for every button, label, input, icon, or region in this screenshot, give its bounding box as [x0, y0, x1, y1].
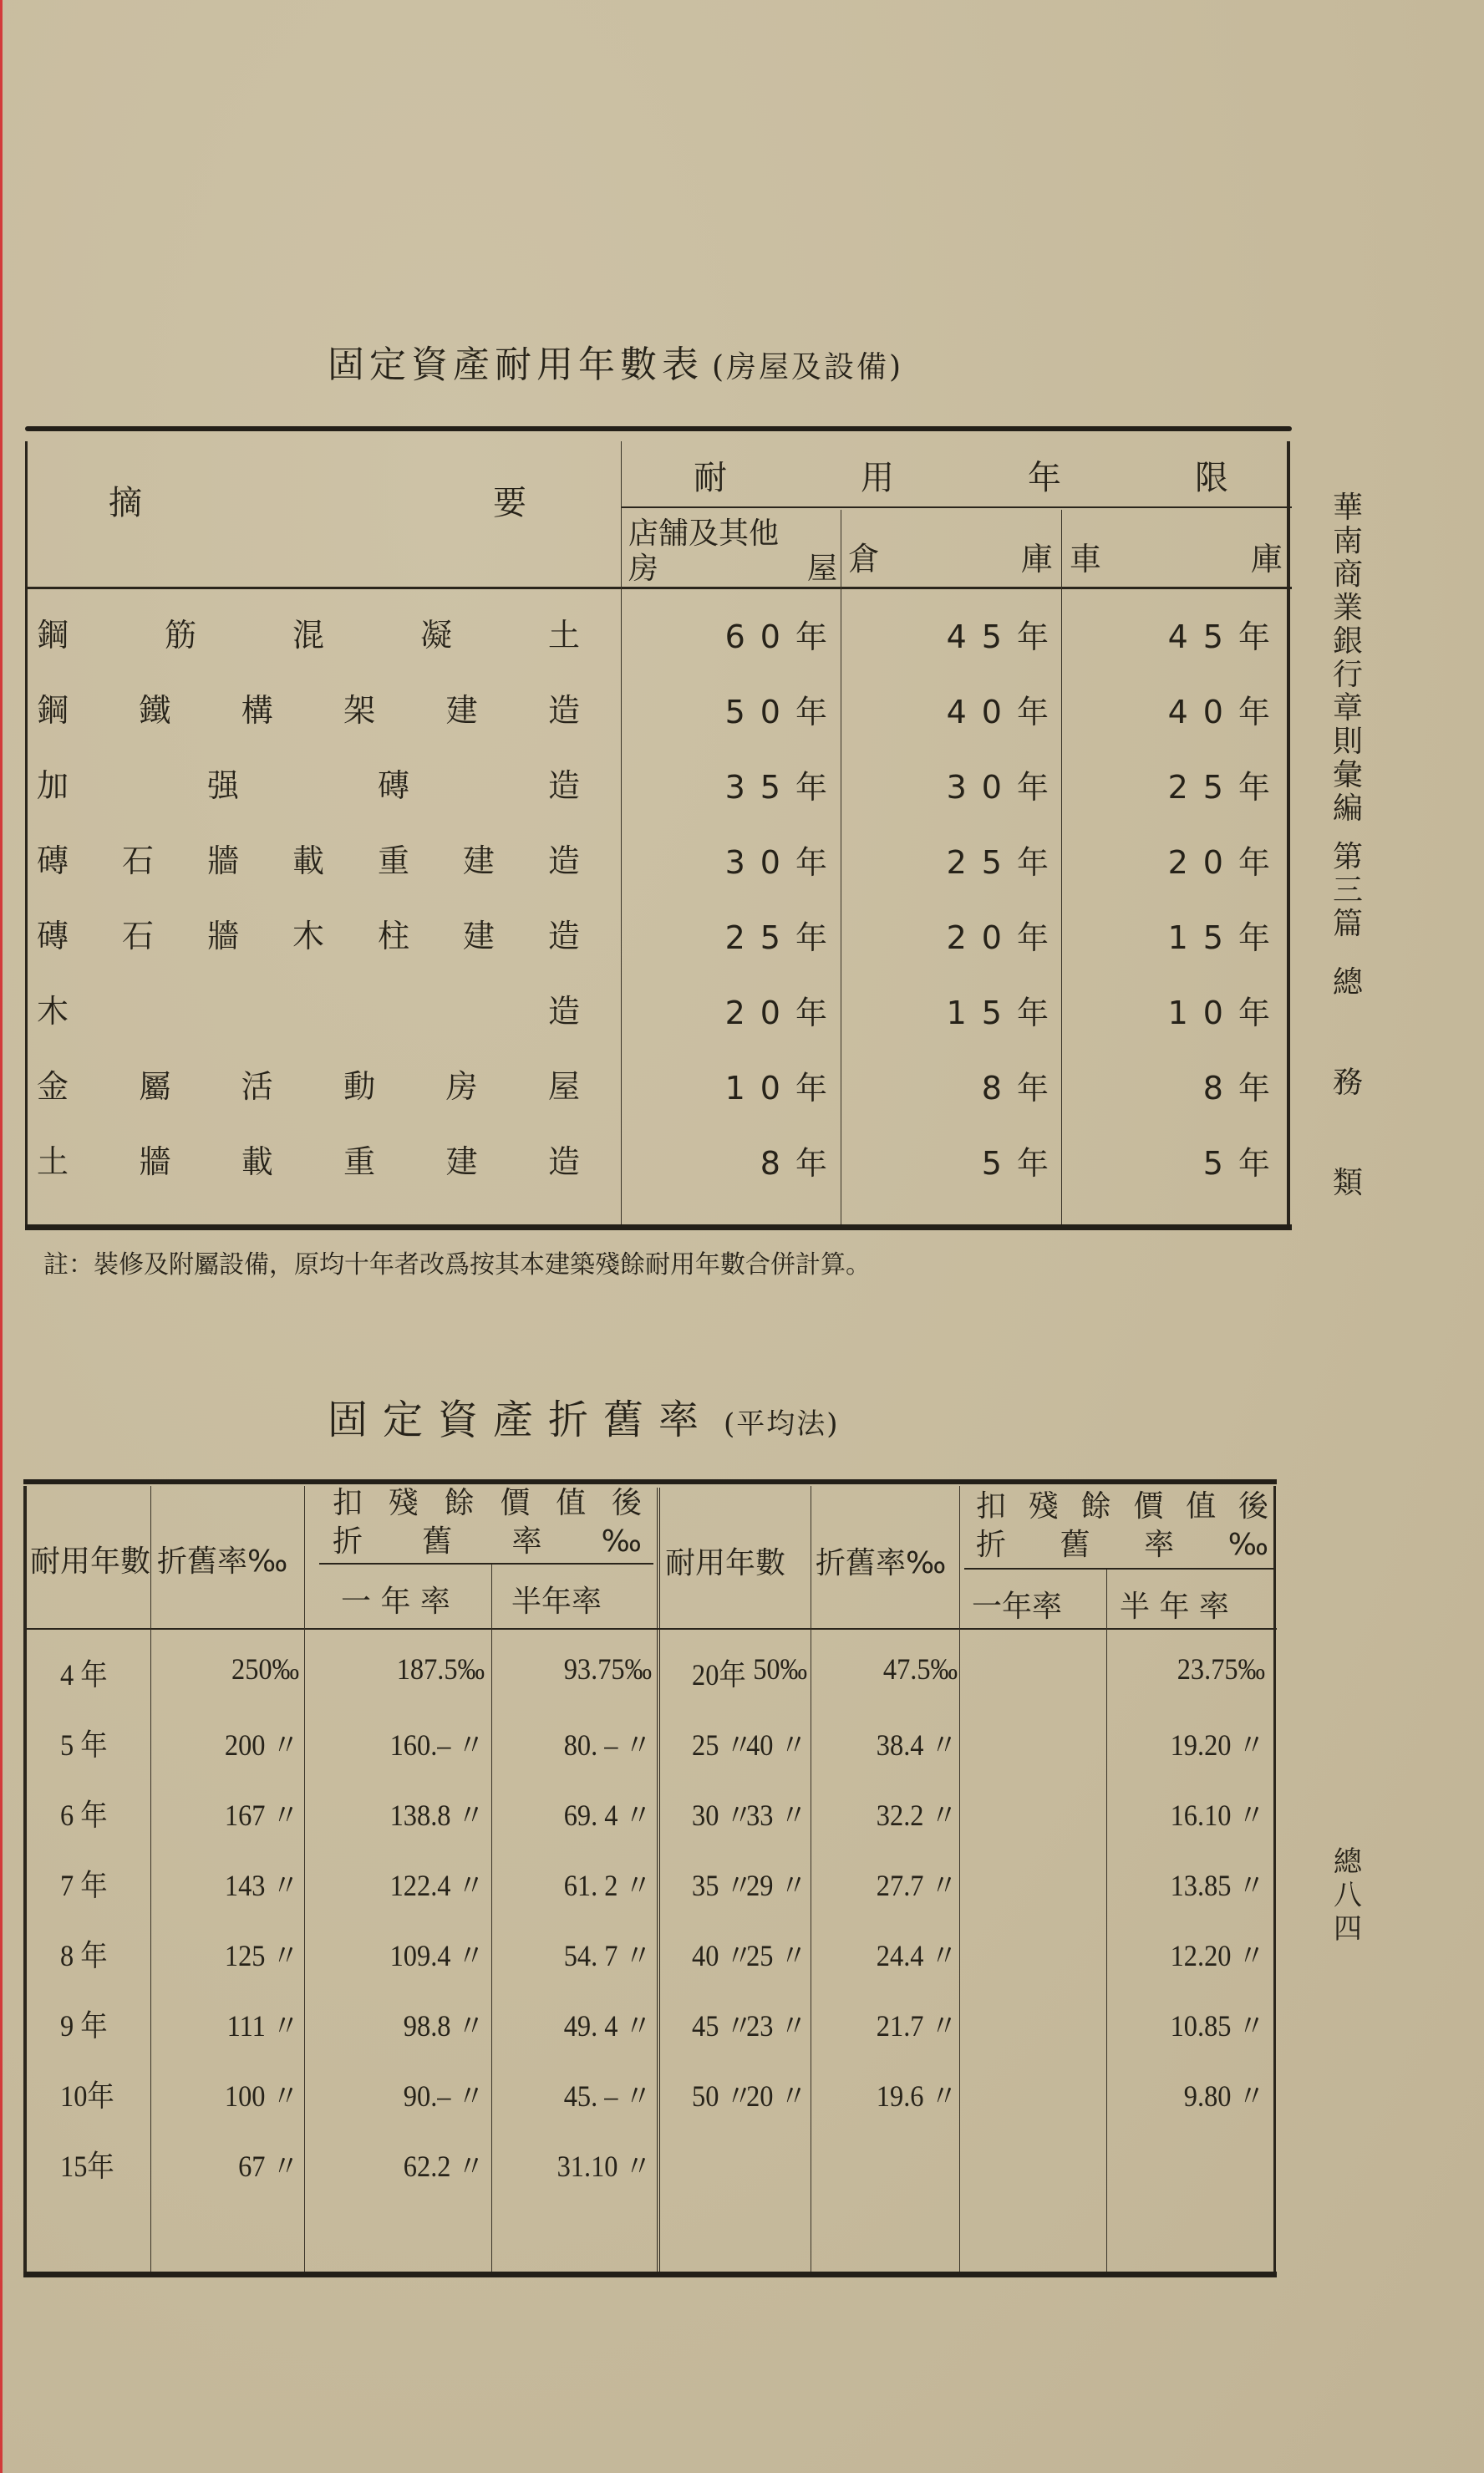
years-value: 20	[724, 995, 795, 1031]
rate-cell: 29 〃	[746, 1869, 807, 1902]
desc-char: 屬	[139, 1068, 171, 1105]
desc-char: 磚	[377, 767, 409, 804]
year-unit: 年	[1016, 1145, 1049, 1182]
year-unit: 年	[795, 1070, 827, 1107]
half-year-cell: 12.20 〃	[1170, 1939, 1265, 1972]
table1-subtitle: (房屋及設備)	[712, 350, 904, 384]
row-description	[37, 910, 580, 956]
annual-cell: 122.4 〃	[389, 1869, 485, 1902]
header-char: 庫	[1250, 541, 1283, 578]
years-value: 45	[1167, 618, 1238, 655]
years-value: 25	[724, 919, 795, 956]
year-unit: 年	[1238, 1145, 1270, 1182]
desc-char: 牆	[206, 842, 239, 879]
annual-cell: 47.5‰	[882, 1652, 958, 1686]
header-char: 價	[1133, 1489, 1164, 1524]
desc-char: 建	[445, 692, 478, 729]
table2-title	[328, 1387, 840, 1445]
desc-char: 土	[547, 617, 580, 654]
annual-cell: 187.5‰	[396, 1652, 485, 1686]
spacer	[1327, 1100, 1369, 1167]
years-cell: 35 〃	[692, 1869, 753, 1902]
half-year-cell: 61. 2 〃	[563, 1869, 652, 1902]
header-char: 庫	[1020, 541, 1053, 578]
table1-title	[328, 334, 903, 388]
table2-title-text: 固定資產折舊率	[328, 1397, 714, 1443]
years-value: 40	[946, 694, 1017, 730]
header-line: 店舗及其他	[628, 516, 780, 551]
desc-char: 加	[37, 767, 69, 804]
years-value: 50	[724, 694, 795, 730]
desc-char: 石	[121, 842, 154, 879]
header-char: 殘	[1028, 1489, 1059, 1524]
years-cell: 8 年	[60, 1939, 108, 1972]
depreciation-rate-table	[23, 1479, 1277, 2283]
years-cell: 9 年	[60, 2009, 108, 2043]
desc-char: 柱	[377, 918, 409, 954]
header-summary	[58, 476, 577, 524]
table-row	[25, 673, 1292, 748]
margin-red-line	[0, 0, 3, 2473]
table-rule	[964, 1568, 1273, 1570]
desc-char: 建	[445, 1143, 478, 1180]
header-char: 扣	[333, 1486, 363, 1520]
desc-char: 造	[547, 692, 580, 729]
spacer	[1327, 1000, 1369, 1066]
desc-char: 木	[37, 993, 69, 1030]
years-garage	[1070, 761, 1270, 807]
desc-char: 牆	[139, 1143, 171, 1180]
years-shops	[627, 1137, 827, 1183]
annual-cell: 24.4 〃	[876, 1939, 958, 1972]
rate-cell: 167 〃	[224, 1799, 299, 1832]
table-row	[23, 2068, 1277, 2138]
years-shops	[627, 686, 827, 732]
years-garage	[1070, 912, 1270, 958]
row-description	[37, 985, 580, 1031]
rate-cell: 125 〃	[224, 1939, 299, 1972]
table2-subtitle: (平均法)	[724, 1407, 840, 1441]
header-after-residual	[976, 1488, 1268, 1565]
years-warehouse	[848, 686, 1049, 732]
book-title-char: 彙	[1332, 758, 1363, 792]
years-value: 10	[724, 1070, 795, 1107]
years-cell: 6 年	[60, 1799, 108, 1832]
years-garage	[1070, 987, 1270, 1033]
desc-char: 造	[547, 918, 580, 954]
years-value: 25	[946, 844, 1017, 881]
book-title-char: 則	[1332, 725, 1363, 759]
years-value: 8	[1202, 1070, 1238, 1107]
years-shops	[627, 912, 827, 958]
desc-char: 房	[445, 1068, 478, 1105]
part-char: 篇	[1332, 907, 1363, 941]
table-rule	[25, 426, 1292, 431]
years-garage	[1070, 1062, 1270, 1108]
spacer	[1327, 826, 1369, 841]
years-value: 10	[1167, 995, 1238, 1031]
running-header	[1327, 491, 1369, 1200]
header-char: 折	[333, 1524, 363, 1559]
half-year-cell: 69. 4 〃	[563, 1799, 652, 1832]
year-unit: 年	[795, 919, 827, 956]
desc-char: 屋	[547, 1068, 580, 1105]
half-year-cell: 93.75‰	[563, 1652, 652, 1686]
header-char: 倉	[848, 541, 881, 578]
desc-char: 載	[241, 1143, 273, 1180]
desc-char: 造	[547, 767, 580, 804]
rate-cell: 143 〃	[224, 1869, 299, 1902]
rate-cell: 67 〃	[238, 2150, 299, 2183]
row-description	[37, 1136, 580, 1182]
half-year-cell: 19.20 〃	[1170, 1728, 1265, 1762]
table-rule	[621, 506, 1292, 508]
table1-body	[25, 598, 1292, 1199]
header-after-residual	[333, 1484, 642, 1561]
part-char: 第	[1332, 840, 1363, 874]
desc-char: 牆	[206, 918, 239, 954]
years-garage	[1070, 837, 1270, 883]
header-useful-years: 耐用年數	[30, 1544, 151, 1579]
year-unit: 年	[1016, 618, 1049, 655]
half-year-cell: 80. – 〃	[563, 1728, 652, 1762]
header-char: 房	[628, 552, 659, 586]
page-number	[1329, 1845, 1367, 1946]
years-cell: 30 〃	[692, 1799, 753, 1832]
header-char: 折	[976, 1528, 1007, 1562]
book-title-char: 南	[1332, 524, 1363, 558]
rate-cell: 20 〃	[746, 2079, 807, 2113]
header-char: 值	[1186, 1489, 1217, 1524]
table-row	[25, 974, 1292, 1049]
years-value: 8	[981, 1070, 1017, 1107]
years-warehouse	[848, 1062, 1049, 1108]
table-rule	[25, 1224, 1292, 1230]
row-description	[37, 1061, 580, 1107]
table-rule	[23, 1628, 1277, 1630]
header-char: 扣	[976, 1489, 1007, 1524]
desc-char: 磚	[37, 918, 69, 954]
header-warehouse	[848, 533, 1053, 579]
years-garage	[1070, 611, 1270, 657]
table-row	[23, 1857, 1277, 1927]
year-unit: 年	[1016, 919, 1049, 956]
desc-char: 重	[343, 1143, 376, 1180]
table-rule	[25, 587, 1292, 589]
row-description	[37, 609, 580, 655]
header-annual-rate: 一年率	[972, 1590, 1063, 1624]
header-char: 舊	[422, 1524, 453, 1559]
rate-cell: 200 〃	[224, 1728, 299, 1762]
header-garage	[1070, 533, 1283, 579]
table-row	[23, 1717, 1277, 1787]
rate-cell: 23 〃	[746, 2009, 807, 2043]
years-value: 25	[1167, 769, 1238, 806]
header-char: 車	[1070, 541, 1102, 578]
years-warehouse	[848, 611, 1049, 657]
annual-cell: 109.4 〃	[389, 1939, 485, 1972]
desc-char: 建	[462, 842, 495, 879]
annual-cell: 160.– 〃	[389, 1728, 485, 1762]
years-warehouse	[848, 987, 1049, 1033]
year-unit: 年	[1016, 1070, 1049, 1107]
header-half-year-rate: 半 年 率	[1120, 1590, 1229, 1624]
desc-char: 磚	[37, 842, 69, 879]
years-value: 15	[1167, 919, 1238, 956]
annual-cell: 138.8 〃	[389, 1799, 485, 1832]
desc-char: 動	[343, 1068, 376, 1105]
header-char: 率	[511, 1524, 542, 1559]
years-cell: 4 年	[60, 1658, 108, 1692]
desc-char: 凝	[419, 617, 452, 654]
table-row	[25, 748, 1292, 823]
year-unit: 年	[795, 1145, 827, 1182]
years-cell: 15年	[60, 2150, 114, 2183]
years-value: 40	[1167, 694, 1238, 730]
years-garage	[1070, 686, 1270, 732]
half-year-cell: 23.75‰	[1177, 1652, 1265, 1686]
year-unit: 年	[1238, 618, 1270, 655]
book-title-char: 華	[1332, 491, 1363, 525]
desc-char: 構	[241, 692, 273, 729]
year-unit: 年	[1238, 769, 1270, 806]
years-warehouse	[848, 761, 1049, 807]
header-char: 屋	[806, 552, 837, 586]
years-shops	[627, 987, 827, 1033]
header-char: 用	[861, 459, 894, 497]
years-value: 35	[724, 769, 795, 806]
row-description	[37, 684, 580, 730]
annual-cell: 21.7 〃	[876, 2009, 958, 2043]
years-shops	[627, 837, 827, 883]
table-row	[23, 1927, 1277, 1997]
year-unit: 年	[1016, 995, 1049, 1031]
header-char: 限	[1195, 459, 1228, 497]
header-half-year-rate: 半年率	[511, 1585, 602, 1619]
years-value: 15	[946, 995, 1017, 1031]
years-value: 30	[724, 844, 795, 881]
rate-cell: 25 〃	[746, 1939, 807, 1972]
table-row	[25, 598, 1292, 673]
book-title-char: 業	[1332, 591, 1363, 625]
years-value: 8	[760, 1145, 795, 1182]
rate-cell: 40 〃	[746, 1728, 807, 1762]
desc-char: 石	[121, 918, 154, 954]
header-useful-life	[643, 451, 1278, 499]
years-cell: 40 〃	[692, 1939, 753, 1972]
years-cell: 25 〃	[692, 1728, 753, 1762]
useful-life-table	[25, 426, 1292, 1229]
years-cell: 45 〃	[692, 2009, 753, 2043]
years-value: 5	[1202, 1145, 1238, 1182]
years-cell: 20年	[692, 1658, 746, 1692]
table1-title-text: 固定資產耐用年數表	[328, 343, 704, 386]
years-warehouse	[848, 912, 1049, 958]
years-cell: 10年	[60, 2079, 114, 2113]
header-char: ‰	[1227, 1528, 1268, 1562]
header-char: ‰	[601, 1524, 642, 1559]
book-title-char: 行	[1332, 658, 1363, 692]
book-title-char: 編	[1332, 791, 1363, 826]
part-char: 三	[1332, 873, 1363, 908]
spacer	[1327, 941, 1369, 966]
table-row	[25, 1124, 1292, 1199]
half-year-cell: 9.80 〃	[1183, 2079, 1265, 2113]
year-unit: 年	[795, 844, 827, 881]
table-row	[23, 1646, 1277, 1717]
book-title-char: 商	[1332, 557, 1363, 592]
header-depreciation-rate: 折舊率‰	[816, 1546, 947, 1580]
years-garage	[1070, 1137, 1270, 1183]
annual-cell: 62.2 〃	[403, 2150, 485, 2183]
table-row	[25, 823, 1292, 898]
header-char: 舊	[1060, 1528, 1090, 1562]
rate-cell: 111 〃	[226, 2009, 299, 2043]
category-char: 務	[1332, 1066, 1363, 1100]
year-unit: 年	[1238, 919, 1270, 956]
annual-cell: 90.– 〃	[403, 2079, 485, 2113]
desc-char: 强	[206, 767, 239, 804]
table-rule	[23, 2272, 1277, 2277]
year-unit: 年	[795, 694, 827, 730]
table-row	[23, 2138, 1277, 2208]
header-char: 耐	[694, 459, 727, 497]
header-char: 餘	[1080, 1489, 1111, 1524]
year-unit: 年	[795, 995, 827, 1031]
table-row	[25, 1049, 1292, 1124]
header-char: 價	[500, 1486, 531, 1520]
annual-cell: 98.8 〃	[403, 2009, 485, 2043]
desc-char: 重	[377, 842, 409, 879]
year-unit: 年	[1016, 769, 1049, 806]
years-value: 5	[981, 1145, 1017, 1182]
annual-cell: 32.2 〃	[876, 1799, 958, 1832]
header-char: 後	[1238, 1489, 1268, 1524]
year-unit: 年	[795, 618, 827, 655]
years-value: 45	[946, 618, 1017, 655]
years-cell: 50 〃	[692, 2079, 753, 2113]
annual-cell: 27.7 〃	[876, 1869, 958, 1902]
page-number-char: 總	[1334, 1845, 1362, 1879]
desc-char: 建	[462, 918, 495, 954]
category-char: 類	[1332, 1166, 1363, 1200]
year-unit: 年	[1238, 995, 1270, 1031]
book-title-char: 銀	[1332, 624, 1363, 659]
rate-cell: 50‰	[753, 1652, 807, 1686]
book-title-char: 章	[1332, 691, 1363, 725]
half-year-cell: 54. 7 〃	[563, 1939, 652, 1972]
header-shops-and-other-buildings	[628, 516, 837, 587]
table-row	[25, 898, 1292, 974]
desc-char: 載	[292, 842, 324, 879]
half-year-cell: 10.85 〃	[1170, 2009, 1265, 2043]
desc-char: 造	[547, 1143, 580, 1180]
year-unit: 年	[795, 769, 827, 806]
desc-char: 鋼	[37, 617, 69, 654]
category-char: 總	[1332, 965, 1363, 1000]
row-description	[37, 760, 580, 806]
desc-char: 活	[241, 1068, 273, 1105]
header-char: 後	[611, 1486, 642, 1520]
year-unit: 年	[1238, 694, 1270, 730]
header-char: 殘	[388, 1486, 419, 1520]
header-char: 餘	[444, 1486, 475, 1520]
table2-body	[23, 1646, 1277, 2208]
page-number-char: 八	[1334, 1879, 1362, 1912]
header-annual-rate: 一 年 率	[341, 1585, 450, 1619]
desc-char: 混	[292, 617, 324, 654]
years-warehouse	[848, 1137, 1049, 1183]
half-year-cell: 49. 4 〃	[563, 2009, 652, 2043]
row-description	[37, 835, 580, 881]
years-warehouse	[848, 837, 1049, 883]
table-row	[23, 1997, 1277, 2068]
header-char: 年	[1028, 459, 1061, 497]
table1-footnote: 註：裝修及附屬設備，原均十年者改爲按其本建築殘餘耐用年數合併計算。	[43, 1250, 871, 1280]
desc-char: 土	[37, 1143, 69, 1180]
header-char: 摘	[109, 484, 142, 522]
desc-char: 筋	[164, 617, 196, 654]
years-value: 30	[946, 769, 1017, 806]
desc-char: 木	[292, 918, 324, 954]
desc-char: 鐵	[139, 692, 171, 729]
year-unit: 年	[1016, 694, 1049, 730]
table-rule	[319, 1563, 653, 1565]
page-number-char: 四	[1334, 1912, 1362, 1946]
header-char: 率	[1144, 1528, 1175, 1562]
years-shops	[627, 611, 827, 657]
years-value: 20	[1167, 844, 1238, 881]
year-unit: 年	[1016, 844, 1049, 881]
half-year-cell: 13.85 〃	[1170, 1869, 1265, 1902]
half-year-cell: 16.10 〃	[1170, 1799, 1265, 1832]
header-useful-years: 耐用年數	[665, 1546, 786, 1580]
header-char: 要	[493, 484, 526, 522]
table-row	[23, 1787, 1277, 1857]
desc-char: 架	[343, 692, 376, 729]
desc-char: 鋼	[37, 692, 69, 729]
years-cell: 7 年	[60, 1869, 108, 1902]
rate-cell: 100 〃	[224, 2079, 299, 2113]
annual-cell: 19.6 〃	[876, 2079, 958, 2113]
years-shops	[627, 761, 827, 807]
desc-char: 金	[37, 1068, 69, 1105]
years-value: 60	[724, 618, 795, 655]
half-year-cell: 31.10 〃	[556, 2150, 652, 2183]
years-value: 20	[946, 919, 1017, 956]
annual-cell: 38.4 〃	[876, 1728, 958, 1762]
desc-char: 造	[547, 842, 580, 879]
years-shops	[627, 1062, 827, 1108]
years-cell: 5 年	[60, 1728, 108, 1762]
year-unit: 年	[1238, 844, 1270, 881]
header-char: 值	[556, 1486, 587, 1520]
table-rule	[23, 1479, 1277, 1484]
rate-cell: 33 〃	[746, 1799, 807, 1832]
desc-char: 造	[547, 993, 580, 1030]
header-depreciation-rate: 折舊率‰	[157, 1544, 288, 1579]
rate-cell: 250‰	[231, 1652, 299, 1686]
half-year-cell: 45. – 〃	[563, 2079, 652, 2113]
year-unit: 年	[1238, 1070, 1270, 1107]
